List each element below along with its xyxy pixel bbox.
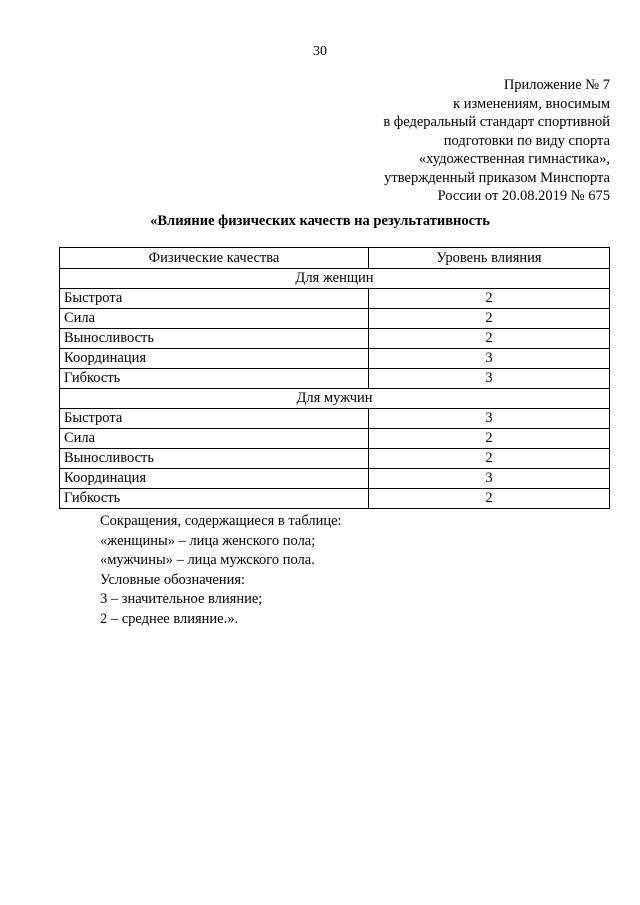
quality-name: Координация [60,349,369,369]
quality-level: 2 [369,289,610,309]
table-row [60,309,610,329]
table-row [60,289,610,309]
quality-level: 3 [369,349,610,369]
table-row [60,349,610,369]
page-number: 30 [313,44,327,59]
note-line: «мужчины» – лица мужского пола. [100,552,315,568]
header-physical-qualities: Физические качества [60,248,369,269]
note-line: Условные обозначения: [100,571,246,588]
table-header-row [60,248,610,269]
quality-level: 2 [369,429,610,449]
quality-name: Быстрота [60,289,369,309]
quality-level: 3 [369,369,610,389]
quality-name: Гибкость [60,369,369,389]
annex-line: в федеральный стандарт спортивной [383,114,610,130]
annex-line: Приложение № 7 [503,77,610,93]
group-row-women [60,269,610,289]
annex-line: России от 20.08.2019 № 675 [437,188,610,204]
document-title: «Влияние физических качеств на результативность [150,213,490,229]
note-line: 2 – среднее влияние.». [100,610,239,627]
quality-level: 2 [369,449,610,469]
quality-name: Сила [60,309,369,329]
quality-level: 2 [369,309,610,329]
note-line: 3 – значительное влияние; [100,591,263,607]
table-row [60,409,610,429]
table-row [60,489,610,509]
qualities-table [59,247,610,509]
group-label: Для женщин [60,269,610,289]
quality-name: Координация [60,469,369,489]
annex-line: «художественная гимнастика», [418,151,610,167]
table-row [60,329,610,349]
annex-line: подготовки по виду спорта [443,132,610,149]
quality-name: Быстрота [60,409,369,429]
annex-line: к изменениям, вносимым [453,95,610,112]
note-line: Сокращения, содержащиеся в таблице: [100,513,342,529]
annex-block [310,76,610,206]
annex-line: утвержденный приказом Минспорта [384,169,610,186]
group-row-men [60,389,610,409]
table-row [60,469,610,489]
notes-block [100,512,342,629]
quality-level: 3 [369,409,610,429]
quality-name: Выносливость [60,449,369,469]
quality-level: 2 [369,489,610,509]
header-influence-level: Уровень влияния [369,248,610,269]
quality-level: 2 [369,329,610,349]
table-row [60,429,610,449]
table-row [60,449,610,469]
quality-name: Гибкость [60,489,369,509]
quality-name: Выносливость [60,329,369,349]
table-row [60,369,610,389]
quality-level: 3 [369,469,610,489]
group-label: Для мужчин [60,389,610,409]
quality-name: Сила [60,429,369,449]
note-line: «женщины» – лица женского пола; [100,532,316,549]
